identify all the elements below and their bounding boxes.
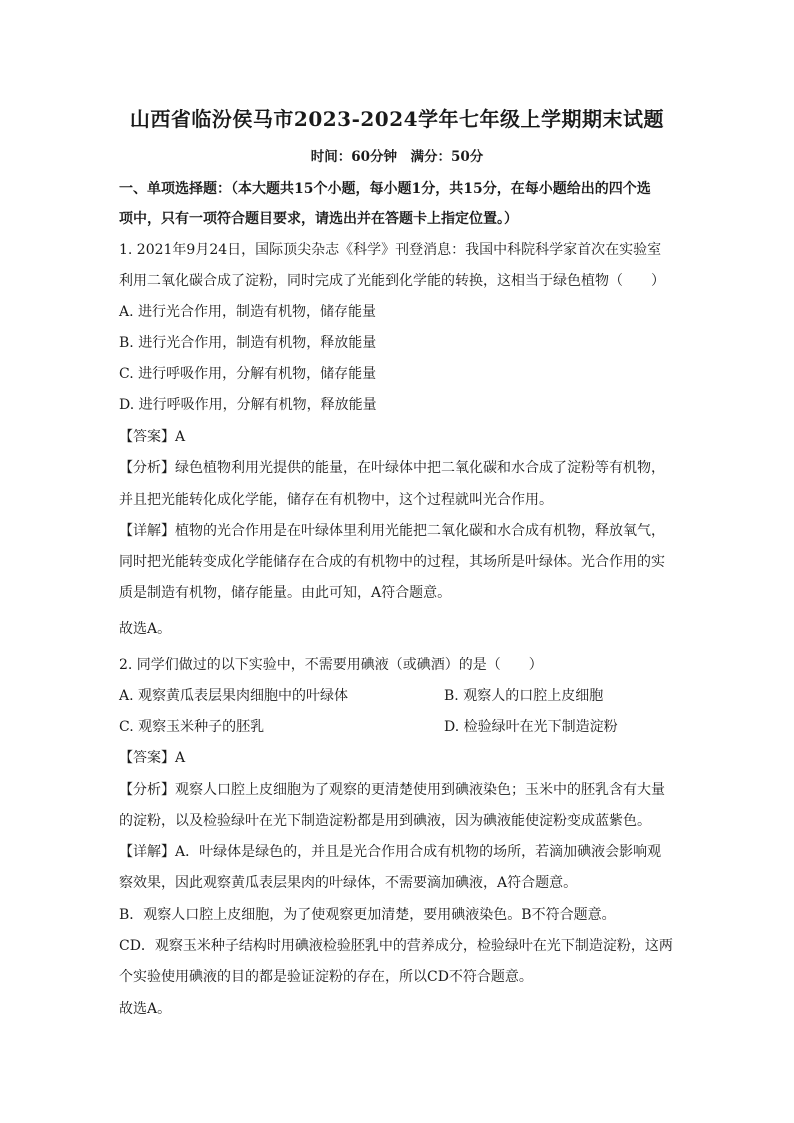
q1-answer: 【答案】A bbox=[119, 429, 186, 445]
q1-stem-line-2: 利用二氧化碳合成了淀粉，同时完成了光能到化学能的转换，这相当于绿色植物（ ） bbox=[119, 273, 665, 289]
q2-analysis-line-2: 的淀粉，以及检验绿叶在光下制造淀粉都是用到碘液，因为碘液能使淀粉变成蓝紫色。 bbox=[119, 813, 651, 829]
q1-stem-line-1: 1. 2021年9月24日，国际顶尖杂志《科学》刊登消息：我国中科院科学家首次在实验室 bbox=[119, 242, 662, 258]
q2-detail-line-4: CD．观察玉米种子结构时用碘液检验胚乳中的营养成分，检验绿叶在光下制造淀粉，这两 bbox=[119, 938, 673, 954]
q2-detail-line-3: B．观察人口腔上皮细胞，为了使观察更加清楚，要用碘液染色。B不符合题意。 bbox=[119, 907, 616, 923]
q2-analysis-line-1: 【分析】观察人口腔上皮细胞为了观察的更清楚使用到碘液染色；玉米中的胚乳含有大量 bbox=[119, 782, 665, 798]
q1-analysis-line-1: 【分析】绿色植物利用光提供的能量，在叶绿体中把二氧化碳和水合成了淀粉等有机物， bbox=[119, 460, 665, 476]
q2-option-c: C. 观察玉米种子的胚乳 bbox=[119, 719, 265, 735]
section-heading-line-2: 项中，只有一项符合题目要求，请选出并在答题卡上指定位置。） bbox=[119, 211, 518, 227]
q2-answer: 【答案】A bbox=[119, 750, 186, 766]
q1-detail-line-1: 【详解】植物的光合作用是在叶绿体里利用光能把二氧化碳和水合成有机物，释放氧气， bbox=[119, 523, 665, 539]
exam-time-and-score: 时间：60分钟 满分：50分 bbox=[310, 149, 484, 165]
q2-detail-line-1: 【详解】A．叶绿体是绿色的，并且是光合作用合成有机物的场所，若滴加碘液会影响观 bbox=[119, 844, 662, 860]
section-heading-line-1: 一、单项选择题：（本大题共15个小题，每小题1分，共15分，在每小题给出的四个选 bbox=[119, 181, 651, 197]
q1-option-c: C. 进行呼吸作用，分解有机物，储存能量 bbox=[119, 366, 377, 382]
q2-detail-line-2: 察效果，因此观察黄瓜表层果肉的叶绿体，不需要滴加碘液，A符合题意。 bbox=[119, 875, 578, 891]
q2-conclusion: 故选A。 bbox=[119, 1001, 172, 1017]
q1-detail-line-2: 同时把光能转变成化学能储存在合成的有机物中的过程，其场所是叶绿体。光合作用的实 bbox=[119, 554, 665, 570]
q1-analysis-line-2: 并且把光能转化成化学能，储存在有机物中，这个过程就叫光合作用。 bbox=[119, 492, 553, 508]
q2-detail-line-5: 个实验使用碘液的目的都是验证淀粉的存在，所以CD不符合题意。 bbox=[119, 969, 533, 985]
q1-option-d: D. 进行呼吸作用，分解有机物，释放能量 bbox=[119, 397, 377, 413]
q2-option-d: D. 检验绿叶在光下制造淀粉 bbox=[444, 719, 618, 735]
q2-option-a: A. 观察黄瓜表层果肉细胞中的叶绿体 bbox=[119, 688, 349, 704]
q2-stem: 2. 同学们做过的以下实验中，不需要用碘液（或碘酒）的是（ ） bbox=[119, 657, 543, 673]
q1-option-a: A. 进行光合作用，制造有机物，储存能量 bbox=[119, 304, 377, 320]
page-title: 山西省临汾侯马市2023-2024学年七年级上学期期末试题 bbox=[129, 107, 665, 131]
q1-conclusion: 故选A。 bbox=[119, 621, 172, 637]
q2-option-b: B. 观察人的口腔上皮细胞 bbox=[444, 688, 604, 704]
q1-detail-line-3: 质是制造有机物，储存能量。由此可知，A符合题意。 bbox=[119, 585, 452, 601]
q1-option-b: B. 进行光合作用，制造有机物，释放能量 bbox=[119, 335, 377, 351]
